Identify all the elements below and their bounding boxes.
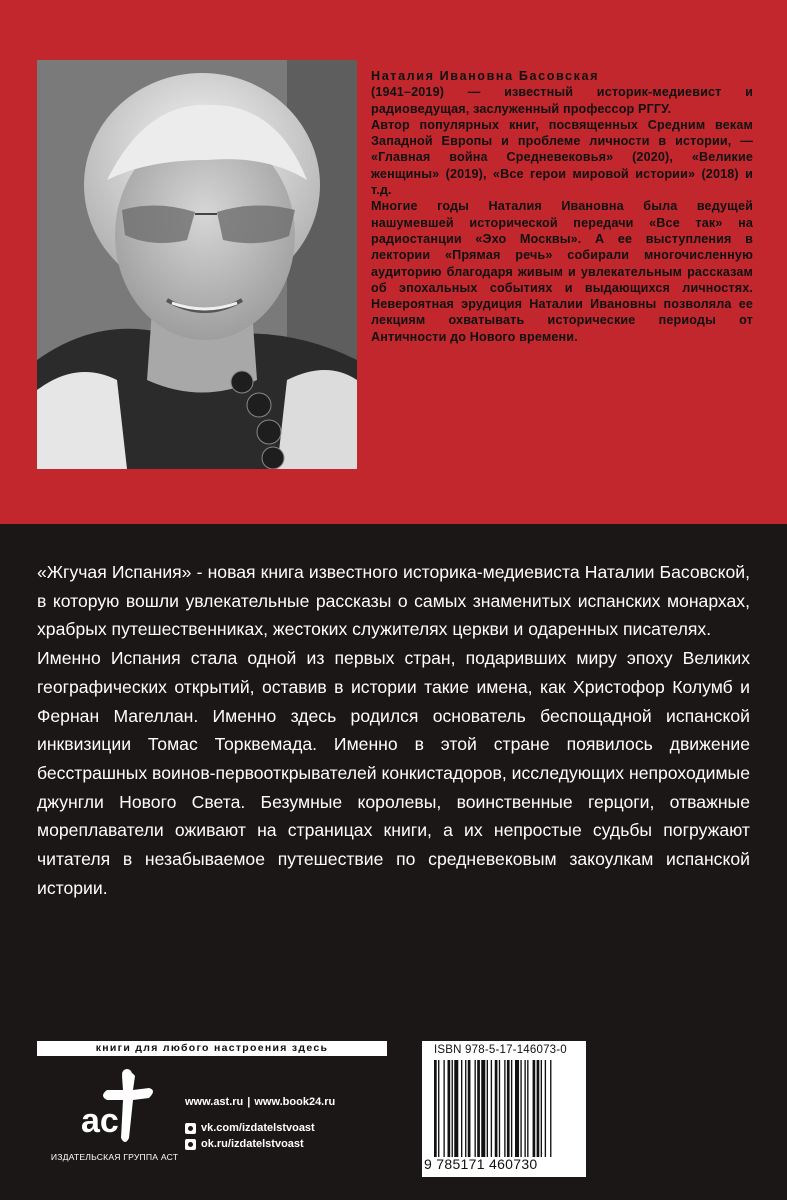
vk-link[interactable]: vk.com/izdatelstvoast	[201, 1122, 315, 1134]
bio-paragraph-1	[371, 68, 753, 117]
barcode-panel	[422, 1041, 586, 1177]
logo-text: ас	[81, 1102, 119, 1140]
logo-caption: ИЗДАТЕЛЬСКАЯ ГРУППА АСТ	[50, 1152, 179, 1162]
author-summary: (1941–2019) — известный историк-медиевист и радиоведущая, заслуженный профессор РГГУ.	[371, 85, 753, 116]
ok-icon	[185, 1139, 196, 1150]
ast-logo-icon	[37, 1066, 192, 1152]
description-paragraph-2: Именно Испания стала одной из первых стран, подаривших миру эпоху Великих географических открытий, оставив в истории такие имена, как Христофор Колумб и Фернан Магеллан. Именно здесь родился основатель беспощадной испанской инквизиции Томас Торквемада. Именно в этой стране появилось движение бесстрашных воинов-первооткрывателей конкистадоров, исследующих непроходимые джунгли Нового Света. Безумные королевы, воинственные герцоги, отважные мореплаватели оживают на страницах книги, а их непростые судьбы погружают читателя в незабываемое путешествие по средневековым закоулкам испанской истории.	[37, 648, 750, 898]
ok-link[interactable]: ok.ru/izdatelstvoast	[201, 1138, 304, 1150]
site-separator: |	[247, 1096, 251, 1108]
isbn-text: ISBN 978-5-17-146073-0	[434, 1044, 567, 1056]
vk-link-row[interactable]	[185, 1120, 315, 1136]
publisher-tagline: книги для любого настроения здесь	[37, 1041, 387, 1056]
bio-paragraph-3: Многие годы Наталия Ивановна была ведущей нашумевшей исторической передачи «Все так» на радиостанции «Эхо Москвы». А ее выступления в лектории «Прямая речь» собирали многочисленную аудиторию благодаря живым и увлекательным рассказам об эпохальных событиях и выдающихся личностях. Невероятная эрудиция Наталии Ивановны позволяла ее лекциям охватывать исторические периоды от Античности до Нового времени.	[371, 199, 753, 344]
site-link-book24[interactable]: www.book24.ru	[254, 1096, 336, 1108]
vk-icon	[185, 1123, 196, 1134]
description-paragraph-1: «Жгучая Испания» - новая книга известного историка-медиевиста Наталии Басовской, в которую вошли увлекательные рассказы о самых знаменитых испанских монархах, храбрых путешественниках, жестоких служителях церкви и одаренных писателях.	[37, 562, 750, 640]
book-description	[37, 558, 750, 902]
site-link-ast[interactable]: www.ast.ru	[185, 1096, 244, 1108]
bio-paragraph-2: Автор популярных книг, посвященных Средним векам Западной Европы и проблеме личности в истории, — «Главная война Средневековья» (2020), «Великие женщины» (2019), «Все герои мировой истории» (2018) и т.д.	[371, 117, 753, 198]
social-links	[185, 1120, 315, 1152]
ok-link-row[interactable]	[185, 1136, 315, 1152]
website-links	[185, 1096, 335, 1108]
publisher-logo	[37, 1066, 192, 1170]
ean-digits: 9 785171 460730	[424, 1156, 538, 1172]
barcode-icon	[434, 1060, 582, 1157]
author-name: Наталия Ивановна Басовская	[371, 69, 600, 83]
author-bio	[371, 68, 753, 345]
author-photo	[37, 60, 357, 469]
